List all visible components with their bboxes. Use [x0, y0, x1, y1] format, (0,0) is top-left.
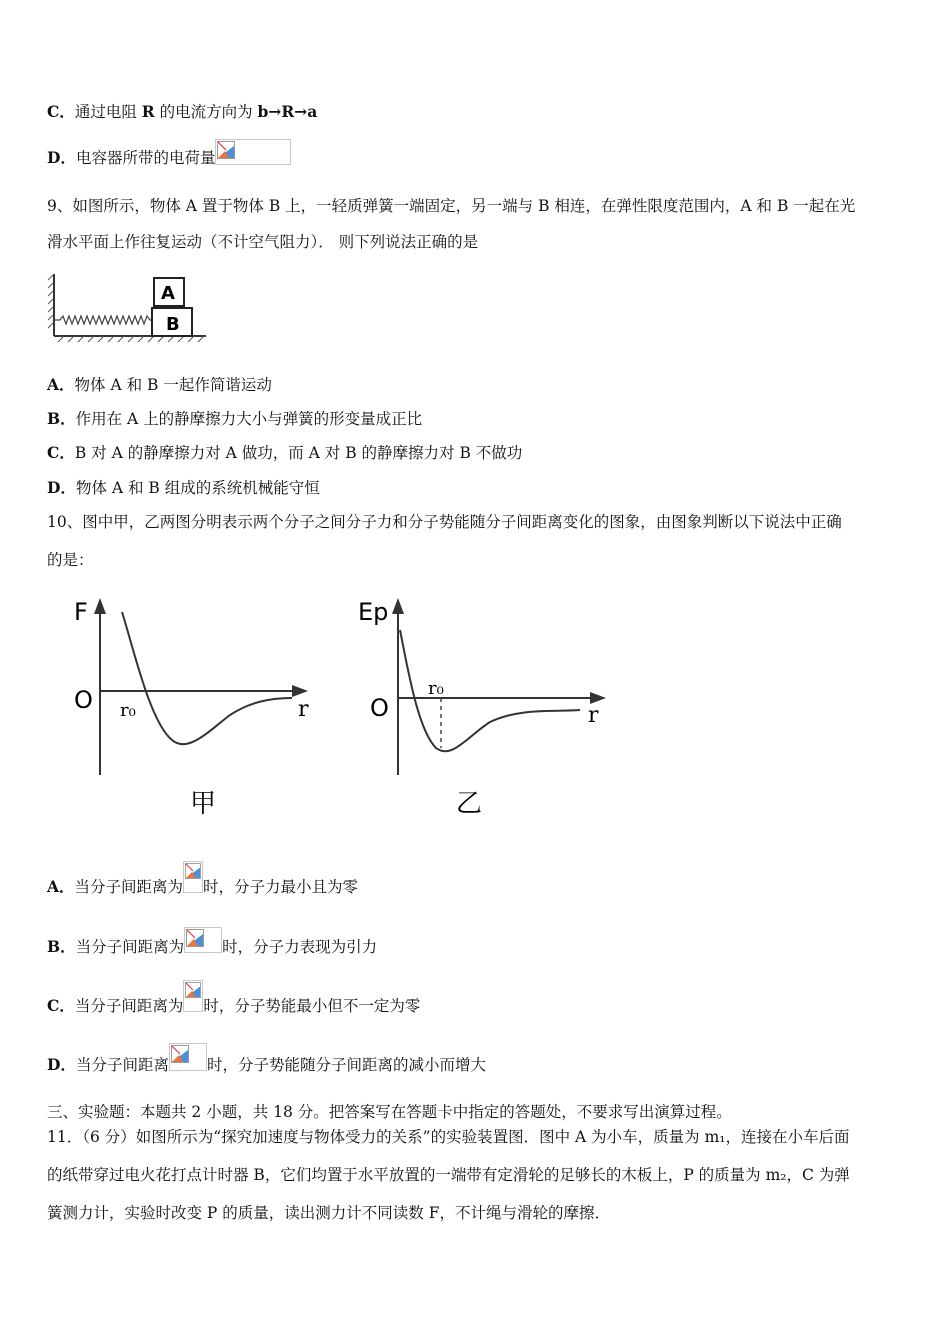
option-text: 当分子间距离为	[75, 938, 185, 956]
option-text: 当分子间距离	[75, 1056, 169, 1074]
option-text: 时，分子势能随分子间距离的减小而增大	[206, 1056, 486, 1074]
broken-image-icon	[183, 980, 203, 1012]
q9-option-d	[47, 478, 320, 498]
option-text: 物体 A 和 B 一起作简谐运动	[74, 376, 272, 394]
q10-option-d	[47, 1055, 486, 1075]
r0-label: r₀	[428, 678, 444, 699]
r0-label: r₀	[120, 700, 136, 721]
broken-image-icon	[183, 861, 203, 893]
option-text: 作用在 A 上的静摩擦力大小与弹簧的形变量成正比	[75, 410, 423, 428]
option-text: 时，分子力最小且为零	[203, 878, 359, 896]
y-axis-arrow	[94, 598, 106, 614]
section3-heading: 三、实验题：本题共 2 小题，共 18 分。把答案写在答题卡中指定的答题处，不要求写出演算过程。	[47, 1103, 732, 1121]
option-text: 电容器所带的电荷量	[75, 149, 216, 167]
option-label: C．	[47, 443, 75, 462]
option-label: C．	[47, 996, 75, 1015]
q10-stem-line2: 的是：	[47, 551, 94, 569]
option-label: A．	[47, 877, 75, 896]
option-label: D．	[47, 1055, 76, 1074]
option-text: 时，分子势能最小但不一定为零	[203, 997, 421, 1015]
q9-stem-line1: 9、如图所示，物体 A 置于物体 B 上，一轻质弹簧一端固定，另一端与 B 相连，在弹性限度范围内，A 和 B 一起在光	[47, 197, 856, 215]
y-axis-label: F	[74, 598, 88, 626]
spring	[54, 316, 154, 324]
q11-line2: 的纸带穿过电火花打点计时器 B，它们均置于水平放置的一端带有定滑轮的足够长的木板上，P 的质量为 m₂，C 为弹	[47, 1166, 850, 1184]
caption-jia: 甲	[190, 789, 217, 819]
option-text: 物体 A 和 B 组成的系统机械能守恒	[75, 479, 320, 497]
broken-image-icon	[169, 1043, 207, 1071]
q11-line1: 11．（6 分）如图所示为“探究加速度与物体受力的关系”的实验装置图．图中 A 为小车，质量为 m₁，连接在小车后面	[47, 1128, 850, 1146]
option-label: B．	[47, 937, 76, 956]
x-axis-label: r	[588, 703, 599, 728]
option-text: B 对 A 的静摩擦力对 A 做功，而 A 对 B 的静摩擦力对 B 不做功	[74, 444, 523, 462]
option-text: 时，分子力表现为引力	[222, 938, 378, 956]
x-axis-arrow	[292, 685, 308, 697]
potential-energy-graph	[358, 598, 606, 819]
block-a-label: A	[161, 283, 175, 304]
q9-option-a	[47, 375, 272, 395]
block-b-label: B	[166, 314, 180, 335]
option-text: 通过电阻	[74, 103, 142, 121]
resistor-symbol: R	[141, 102, 155, 121]
broken-image-icon	[215, 139, 291, 165]
option-label: D．	[47, 148, 76, 167]
molecular-force-graphs	[60, 590, 620, 830]
option-label: D．	[47, 478, 76, 497]
force-curve	[122, 612, 292, 744]
broken-image-icon	[184, 927, 222, 953]
q9-stem-line2: 滑水平面上作往复运动（不计空气阻力）． 则下列说法正确的是	[47, 233, 479, 251]
q9-option-c	[47, 443, 522, 463]
force-graph	[74, 598, 309, 819]
caption-yi: 乙	[456, 789, 483, 819]
option-text: 当分子间距离为	[74, 997, 184, 1015]
q8-option-d	[47, 148, 291, 168]
q10-option-b	[47, 937, 377, 957]
potential-curve	[400, 630, 580, 751]
spring-blocks-figure	[44, 270, 214, 350]
q11-line3: 簧测力计，实验时改变 P 的质量，读出测力计不同读数 F，不计绳与滑轮的摩擦．	[47, 1204, 610, 1222]
option-label: B．	[47, 409, 76, 428]
current-path: b→R→a	[257, 102, 318, 121]
origin-label: O	[370, 694, 389, 722]
option-label: A．	[47, 375, 75, 394]
q8-option-c	[47, 102, 317, 122]
y-axis-arrow	[392, 598, 404, 614]
q10-stem-line1: 10、图中甲，乙两图分明表示两个分子之间分子力和分子势能随分子间距离变化的图象，由图象判断以下说法中正确	[47, 513, 842, 531]
option-text: 当分子间距离为	[74, 878, 184, 896]
q9-option-b	[47, 409, 422, 429]
y-axis-label: Ep	[358, 598, 389, 626]
q10-option-c	[47, 996, 420, 1016]
q10-option-a	[47, 877, 358, 897]
option-label: C．	[47, 102, 75, 121]
option-text: 的电流方向为	[154, 103, 258, 121]
x-axis-label: r	[298, 697, 309, 722]
origin-label: O	[74, 686, 93, 714]
